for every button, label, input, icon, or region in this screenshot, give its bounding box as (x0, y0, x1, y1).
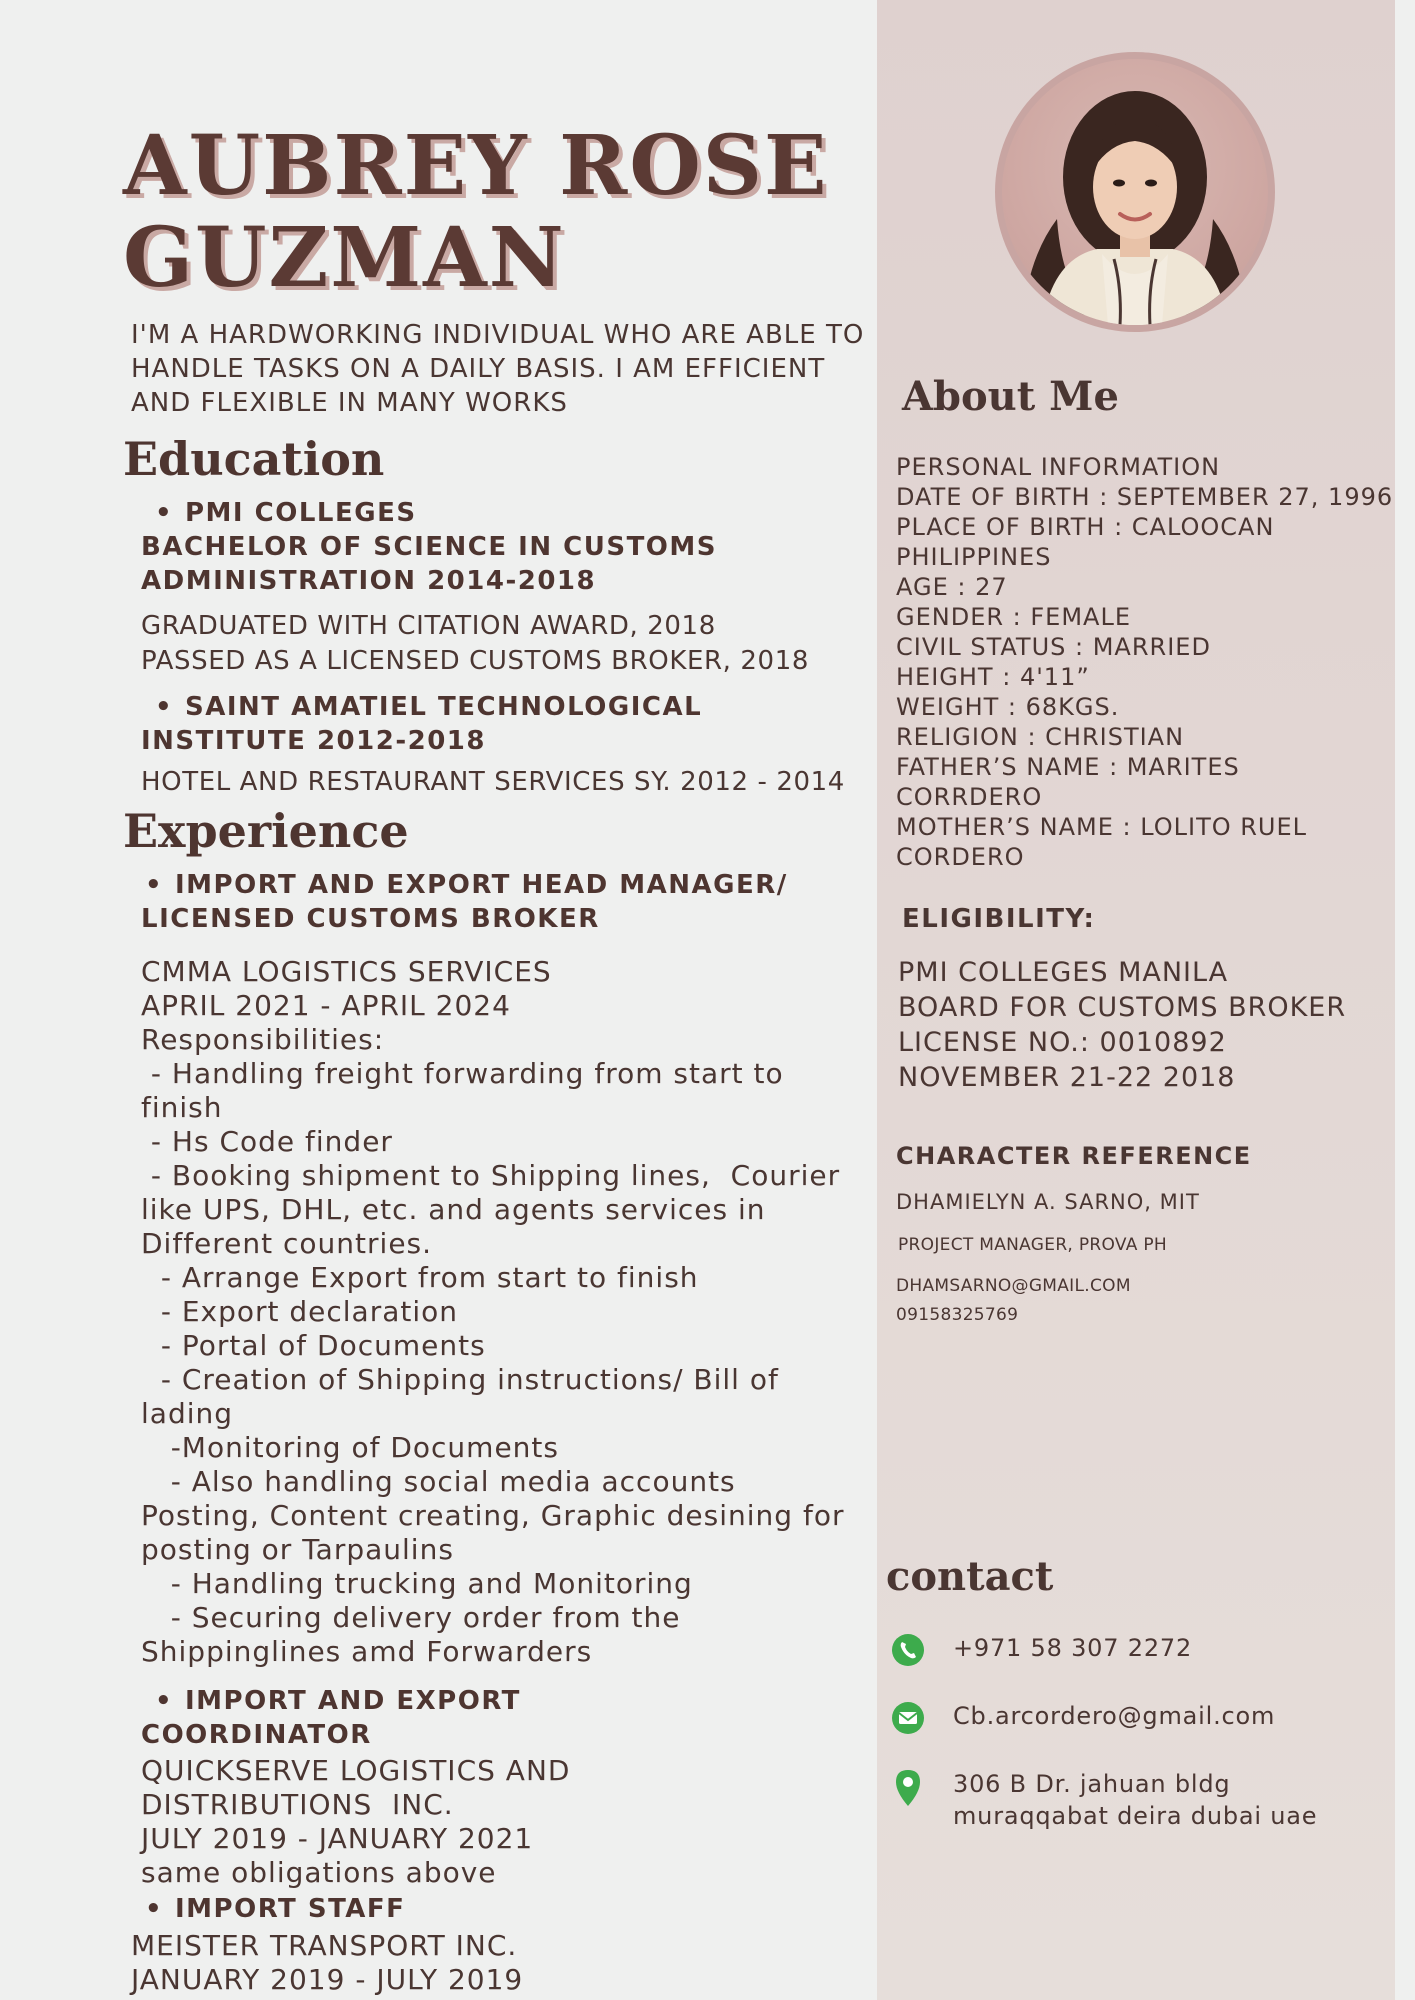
bullet-icon (145, 870, 175, 900)
education-entry-1-school: • PMI COLLEGES (141, 496, 417, 530)
personal-info-line: MOTHER’S NAME : LOLITO RUEL (896, 813, 1308, 841)
job-1-dates: APRIL 2021 - APRIL 2024 (141, 989, 511, 1022)
personal-info-line: PLACE OF BIRTH : CALOOCAN (896, 513, 1275, 541)
education-entry-2-degree: INSTITUTE 2012-2018 (141, 726, 486, 756)
eligibility-list (898, 955, 1346, 1095)
portrait-illustration (1002, 59, 1268, 325)
job-1-company: CMMA LOGISTICS SERVICES (141, 955, 552, 988)
education-entry-2-details: HOTEL AND RESTAURANT SERVICES SY. 2012 - 2014 (141, 767, 845, 797)
job-2-title: • IMPORT AND EXPORT COORDINATOR (141, 1684, 521, 1752)
personal-info-line: GENDER : FEMALE (896, 603, 1132, 631)
name-line-1: AUBREY ROSE (123, 118, 829, 214)
job-2-details: QUICKSERVE LOGISTICS AND DISTRIBUTIONS INC. JULY 2019 - JANUARY 2021 same obligations above (141, 1754, 571, 1889)
personal-info-line: PHILIPPINES (896, 543, 1052, 571)
eligibility-heading: ELIGIBILITY: (902, 904, 1096, 934)
job-1-responsibilities: Responsibilities: - Handling freight forwarding from start to finish - Hs Code finder - Booking shipment to Shipping lines, Courier like UPS, DHL, etc. and agents services in Different countries. - Arrange Export from start to finish - Export declaration - Portal of Documents - Creation of Shipping instructions/ Bill of lading -Monitoring of Documents - Also handling social media accounts Posting, Content creating, Graphic desining for posting or Tarpaulins - Handling trucking and Monitoring - Securing delivery order from the Shippinglines amd Forwarders (141, 1023, 845, 1668)
contact-address: 306 B Dr. jahuan bldg muraqqabat deira dubai uae (953, 1770, 1318, 1830)
contact-phone: +971 58 307 2272 (953, 1634, 1193, 1662)
bullet-icon (155, 1686, 185, 1716)
eligibility-line: LICENSE NO.: 0010892 (898, 1027, 1227, 1058)
bullet-icon (145, 1894, 175, 1924)
reference-heading: CHARACTER REFERENCE (896, 1142, 1252, 1170)
bullet-icon (155, 692, 185, 722)
about-heading: About Me (902, 373, 1119, 420)
education-heading: Education (123, 432, 385, 486)
education-entry-1-details: GRADUATED WITH CITATION AWARD, 2018 PASSED AS A LICENSED CUSTOMS BROKER, 2018 (141, 611, 809, 676)
personal-info-line: WEIGHT : 68KGS. (896, 693, 1120, 721)
personal-info-line: CORRDERO (896, 783, 1043, 811)
education-entry-1-degree: BACHELOR OF SCIENCE IN CUSTOMS ADMINISTRATION 2014-2018 (141, 532, 718, 596)
job-3-title: • IMPORT STAFF (141, 1892, 405, 1926)
location-pin-icon (890, 1768, 926, 1808)
contact-address-row[interactable] (890, 1768, 1390, 1838)
contact-email-row[interactable] (890, 1700, 1390, 1740)
contact-heading: contact (886, 1553, 1054, 1600)
bullet-icon (155, 498, 185, 528)
personal-info-line: PERSONAL INFORMATION (896, 453, 1221, 481)
reference-position: PROJECT MANAGER, PROVA PH (898, 1235, 1167, 1255)
intro-statement: I'M A HARDWORKING INDIVIDUAL WHO ARE ABLE TO HANDLE TASKS ON A DAILY BASIS. I AM EFFICIENT AND FLEXIBLE IN MANY WORKS (131, 320, 865, 418)
reference-name: DHAMIELYN A. SARNO, MIT (896, 1190, 1200, 1214)
personal-info-line: HEIGHT : 4'11” (896, 663, 1090, 691)
avatar (1002, 59, 1268, 325)
name-line-2: GUZMAN (123, 210, 566, 306)
eligibility-line: PMI COLLEGES MANILA (898, 957, 1229, 988)
job-3-details: MEISTER TRANSPORT INC. JANUARY 2019 - JULY 2019 (131, 1929, 524, 1996)
eligibility-line: NOVEMBER 21-22 2018 (898, 1062, 1236, 1093)
candidate-name (123, 120, 863, 304)
personal-info-line: CIVIL STATUS : MARRIED (896, 633, 1211, 661)
contact-email: Cb.arcordero@gmail.com (953, 1702, 1276, 1730)
personal-info-line: FATHER’S NAME : MARITES (896, 753, 1240, 781)
personal-info-line: DATE OF BIRTH : SEPTEMBER 27, 1996 (896, 483, 1394, 511)
personal-info-line: AGE : 27 (896, 573, 1008, 601)
personal-info-line: RELIGION : CHRISTIAN (896, 723, 1185, 751)
job-1-title: • IMPORT AND EXPORT HEAD MANAGER/ LICENSED CUSTOMS BROKER (141, 868, 788, 936)
contact-phone-row[interactable] (890, 1632, 1390, 1672)
reference-email[interactable]: DHAMSARNO@GMAIL.COM (896, 1276, 1131, 1296)
reference-phone: 09158325769 (896, 1305, 1019, 1325)
education-entry-2-school: • SAINT AMATIEL TECHNOLOGICAL (141, 690, 702, 724)
eligibility-line: BOARD FOR CUSTOMS BROKER (898, 992, 1347, 1023)
personal-info-line: CORDERO (896, 843, 1025, 871)
experience-heading: Experience (123, 804, 409, 858)
personal-info-list (896, 452, 1396, 872)
mail-icon (890, 1700, 926, 1736)
phone-icon (890, 1632, 926, 1668)
